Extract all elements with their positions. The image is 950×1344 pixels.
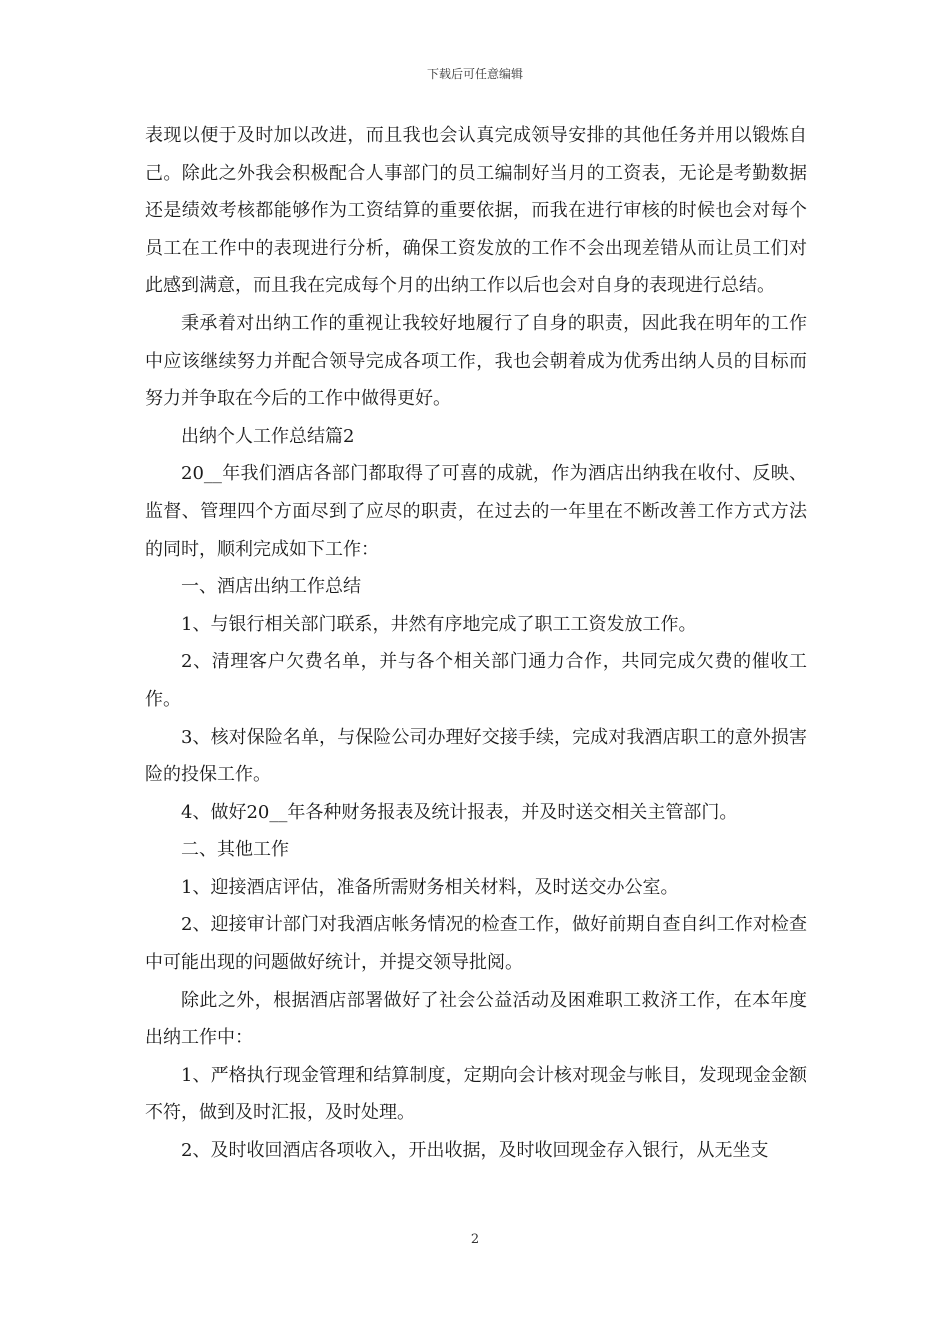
list-item: 2、迎接审计部门对我酒店帐务情况的检查工作，做好前期自查自纠工作对检查中可能出现的问题做好统计，并提交领导批阅。 bbox=[145, 914, 807, 974]
paragraph: 20__年我们酒店各部门都取得了可喜的成就，作为酒店出纳我在收付、反映、监督、管理四个方面尽到了应尽的职责，在过去的一年里在不断改善工作方式方法的同时，顺利完成如下工作： bbox=[145, 463, 807, 560]
paragraph: 除此之外，根据酒店部署做好了社会公益活动及困难职工救济工作，在本年度出纳工作中： bbox=[145, 989, 807, 1049]
document-body bbox=[145, 117, 807, 1170]
list-item: 2、清理客户欠费名单，并与各个相关部门通力合作，共同完成欠费的催收工作。 bbox=[145, 651, 807, 710]
list-item: 1、与银行相关部门联系，井然有序地完成了职工工资发放工作。 bbox=[181, 613, 697, 635]
list-item: 4、做好20__年各种财务报表及统计报表，并及时送交相关主管部门。 bbox=[181, 801, 738, 823]
list-item: 1、迎接酒店评估，准备所需财务相关材料，及时送交办公室。 bbox=[181, 876, 679, 898]
page-header: 下载后可任意编辑 bbox=[426, 67, 523, 81]
section-title: 出纳个人工作总结篇2 bbox=[181, 425, 355, 447]
subsection-heading: 一、酒店出纳工作总结 bbox=[181, 576, 361, 598]
list-item: 3、核对保险名单，与保险公司办理好交接手续，完成对我酒店职工的意外损害险的投保工作。 bbox=[145, 726, 807, 786]
paragraph-continuation: 表现以便于及时加以改进，而且我也会认真完成领导安排的其他任务并用以锻炼自己。除此之外我会积极配合人事部门的员工编制好当月的工资表，无论是考勤数据还是绩效考核都能够作为工资结算的重要依据，而我在进行审核的时候也会对每个员工在工作中的表现进行分析，确保工资发放的工作不会出现差错从而让员工们对此感到满意，而且我在完成每个月的出纳工作以后也会对自身的表现进行总结。 bbox=[145, 125, 807, 297]
subsection-heading: 二、其他工作 bbox=[181, 839, 289, 861]
list-item: 2、及时收回酒店各项收入，开出收据，及时收回现金存入银行，从无坐支 bbox=[181, 1140, 769, 1162]
list-item: 1、严格执行现金管理和结算制度，定期向会计核对现金与帐目，发现现金金额不符，做到及时汇报，及时处理。 bbox=[145, 1064, 807, 1124]
page-number: 2 bbox=[470, 1232, 480, 1247]
paragraph: 秉承着对出纳工作的重视让我较好地履行了自身的职责，因此我在明年的工作中应该继续努力并配合领导完成各项工作，我也会朝着成为优秀出纳人员的目标而努力并争取在今后的工作中做得更好。 bbox=[145, 312, 807, 410]
